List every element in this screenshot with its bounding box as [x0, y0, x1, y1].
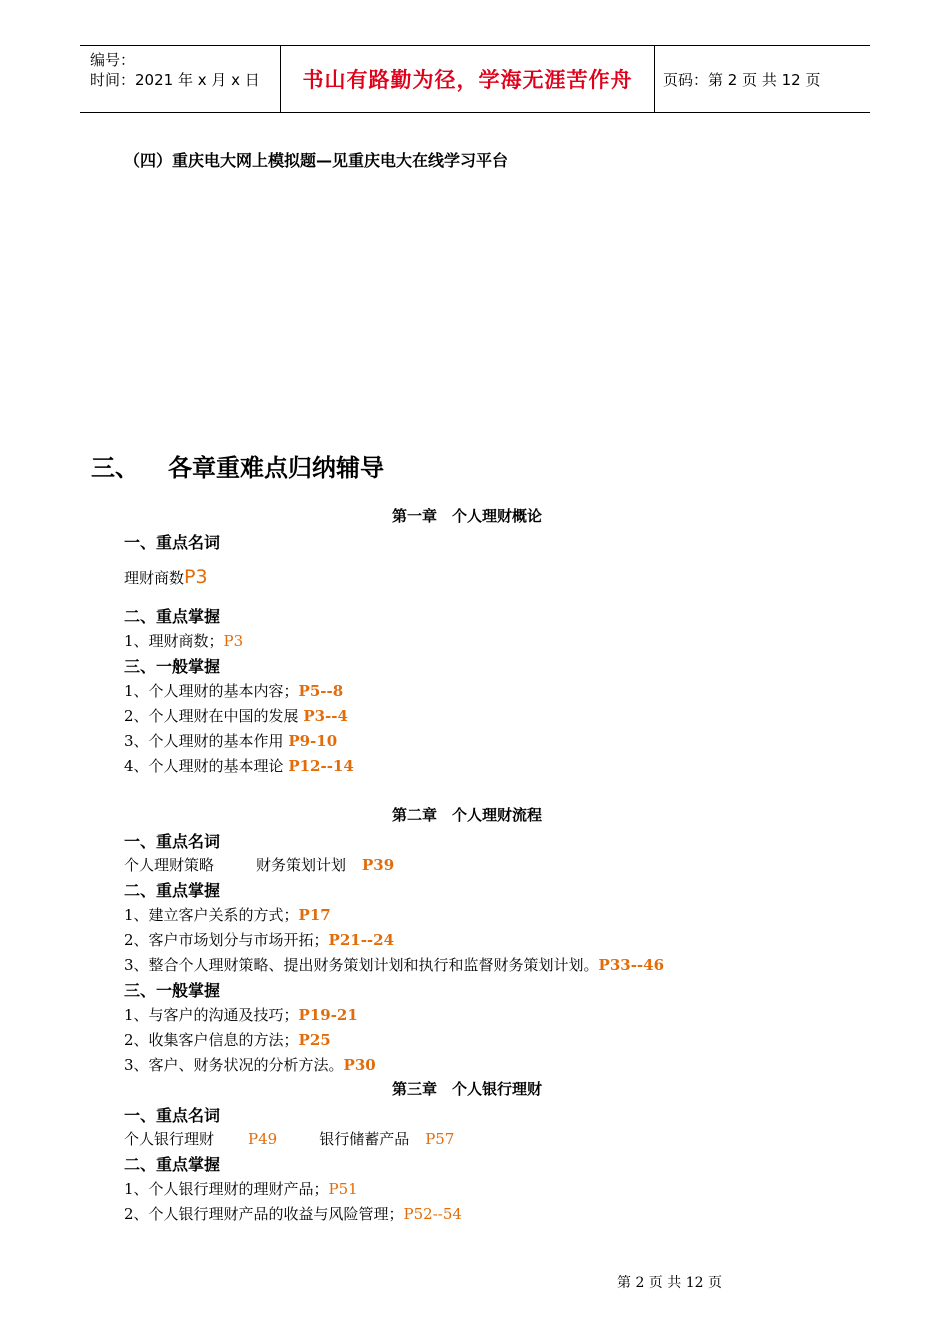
header-info-cell — [80, 46, 281, 112]
page-ref: P30 — [343, 1056, 376, 1074]
page-ref: P19-21 — [298, 1006, 358, 1024]
page-ref: P9-10 — [288, 732, 338, 750]
chapter2-mastery-item-2: 2、客户市场划分与市场开拓；P21--24 — [124, 931, 395, 949]
chapter3-terms: 个人银行理财 P49 银行储蓄产品 P57 — [124, 1130, 455, 1148]
chapter3-key-mastery-heading: 二、重点掌握 — [124, 1155, 221, 1174]
header-page-number: 页码：第 2 页 共 12 页 — [663, 70, 821, 89]
chapter3-mastery-item-2: 2、个人银行理财产品的收益与风险管理；P52--54 — [124, 1205, 462, 1223]
page-ref: P5--8 — [298, 682, 344, 700]
chapter2-key-mastery-heading: 二、重点掌握 — [124, 881, 221, 900]
page-ref: P52--54 — [403, 1205, 462, 1223]
chapter2-mastery-item-1: 1、建立客户关系的方式；P17 — [124, 906, 331, 924]
chapter1-general-item-2: 2、个人理财在中国的发展 P3--4 — [124, 707, 348, 725]
chapter1-term: 理财商数P3 — [124, 566, 208, 588]
chapter1-general-item-4: 4、个人理财的基本理论 P12--14 — [124, 757, 354, 775]
section-four-heading: （四）重庆电大网上模拟题—见重庆电大在线学习平台 — [124, 151, 509, 170]
chapter3-title: 第三章 个人银行理财 — [392, 1080, 543, 1098]
header-time: 时间：2021 年 x 月 x 日 — [90, 71, 260, 89]
chapter1-key-mastery-heading: 二、重点掌握 — [124, 607, 221, 626]
page-header — [80, 45, 870, 113]
page-ref: P3 — [184, 566, 208, 588]
section-three-title: 各章重难点归纳辅导 — [168, 454, 384, 482]
page-ref: P3 — [223, 632, 244, 650]
page-ref: P49 — [248, 1130, 278, 1148]
chapter2-general-item-2: 2、收集客户信息的方法；P25 — [124, 1031, 331, 1049]
page-ref: P51 — [328, 1180, 358, 1198]
page-ref: P3--4 — [303, 707, 348, 725]
header-number: 编号： — [90, 51, 136, 69]
page-ref: P39 — [362, 856, 395, 874]
chapter2-general-item-3: 3、客户、财务状况的分析方法。P30 — [124, 1056, 376, 1074]
chapter1-key-terms-heading: 一、重点名词 — [124, 533, 221, 552]
chapter1-mastery-item: 1、理财商数；P3 — [124, 632, 244, 650]
chapter3-mastery-item-1: 1、个人银行理财的理财产品；P51 — [124, 1180, 358, 1198]
chapter3-key-terms-heading: 一、重点名词 — [124, 1106, 221, 1125]
page-ref: P25 — [298, 1031, 331, 1049]
chapter2-title: 第二章 个人理财流程 — [392, 806, 543, 824]
chapter2-terms: 个人理财策略 财务策划计划 P39 — [124, 856, 395, 874]
page-ref: P57 — [425, 1130, 455, 1148]
chapter1-title: 第一章 个人理财概论 — [392, 507, 543, 525]
page-ref: P12--14 — [288, 757, 354, 775]
section-three-number: 三、 — [91, 454, 139, 482]
page-ref: P21--24 — [328, 931, 395, 949]
page-footer: 第 2 页 共 12 页 — [617, 1275, 722, 1291]
chapter1-general-item-1: 1、个人理财的基本内容；P5--8 — [124, 682, 344, 700]
chapter1-general-heading: 三、一般掌握 — [124, 657, 221, 676]
page-ref: P33--46 — [598, 956, 665, 974]
chapter2-general-heading: 三、一般掌握 — [124, 981, 221, 1000]
chapter2-general-item-1: 1、与客户的沟通及技巧；P19-21 — [124, 1006, 358, 1024]
chapter2-key-terms-heading: 一、重点名词 — [124, 832, 221, 851]
header-motto: 书山有路勤为径，学海无涯苦作舟 — [281, 46, 655, 112]
chapter2-mastery-item-3: 3、整合个人理财策略、提出财务策划计划和执行和监督财务策划计划。P33--46 — [124, 956, 665, 974]
page-ref: P17 — [298, 906, 331, 924]
chapter1-general-item-3: 3、个人理财的基本作用 P9-10 — [124, 732, 338, 750]
